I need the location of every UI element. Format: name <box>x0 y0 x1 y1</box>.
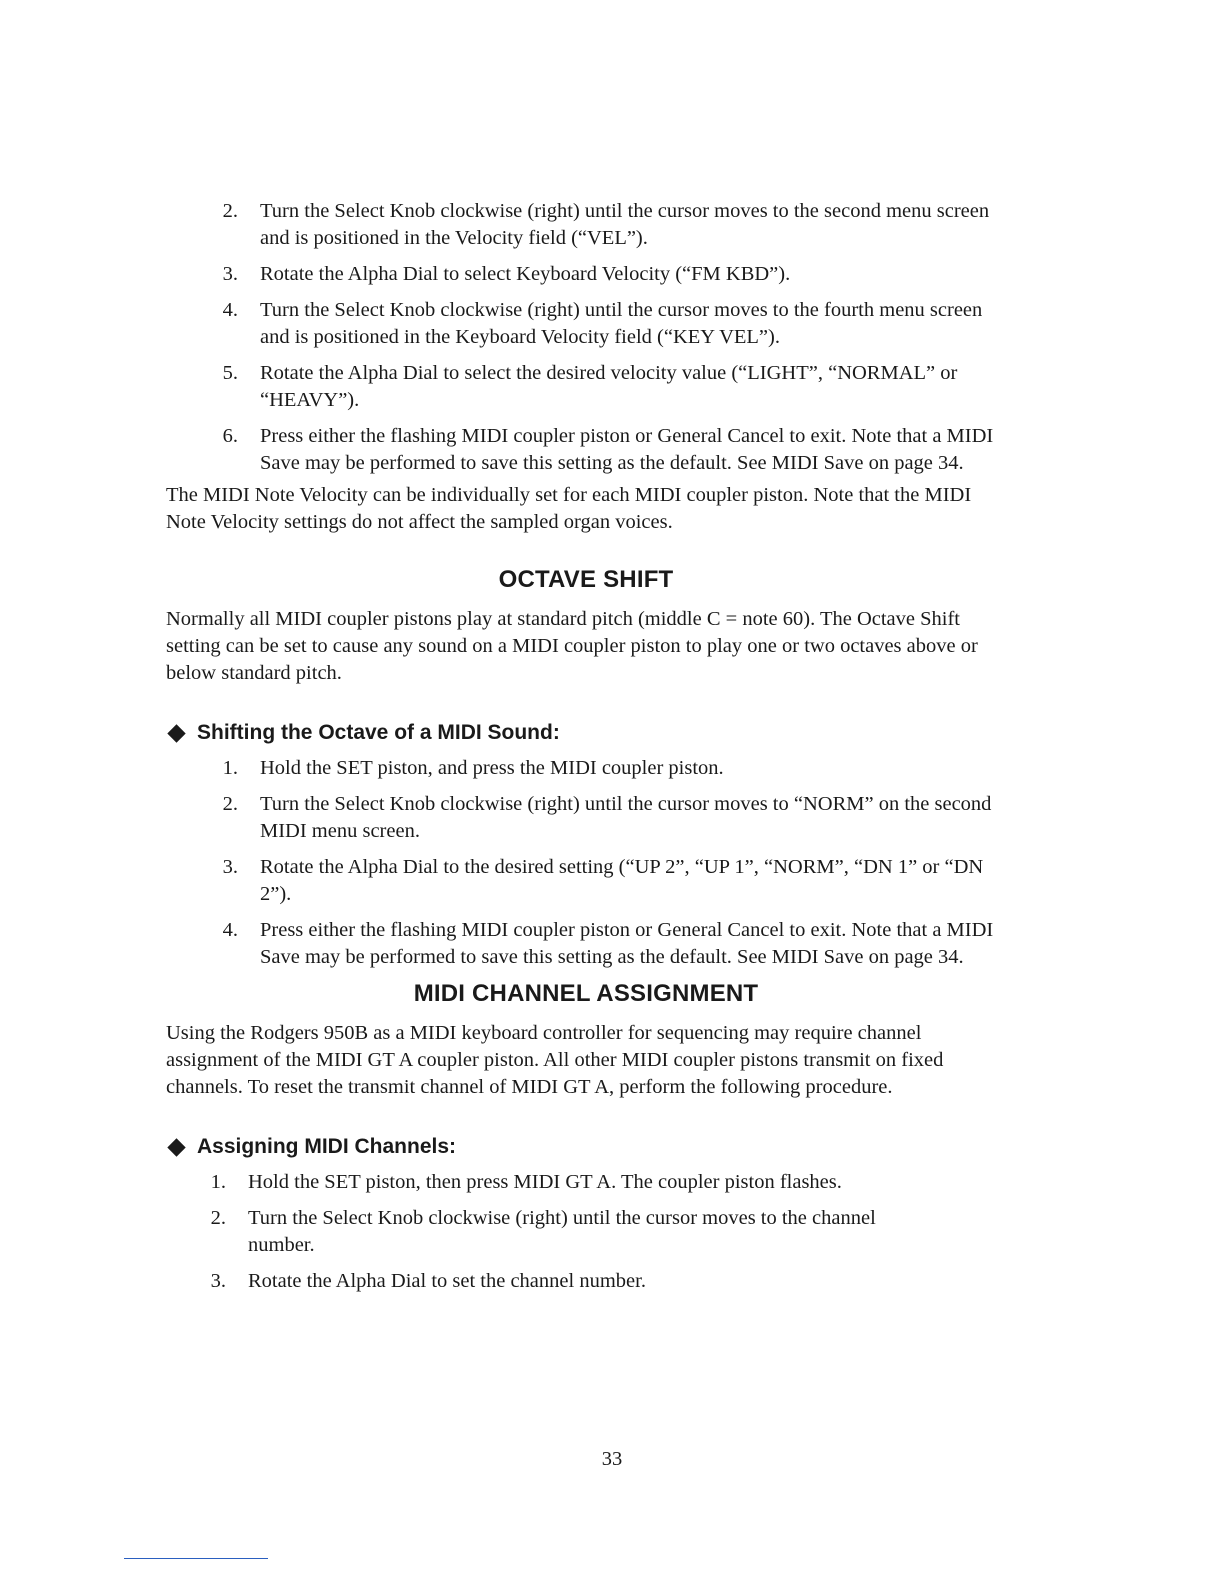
step-number: 5. <box>222 362 238 384</box>
channel-assignment-title: MIDI CHANNEL ASSIGNMENT <box>413 980 759 1007</box>
step-text: Hold the SET piston, and press the MIDI coupler piston. <box>260 757 724 779</box>
channel-procedure-heading <box>166 1135 1006 1159</box>
octave-steps-list <box>166 755 1006 971</box>
list-item <box>166 854 1006 908</box>
octave-shift-title: OCTAVE SHIFT <box>498 566 674 593</box>
list-item <box>166 1169 1006 1196</box>
step-number: 2. <box>210 1207 226 1229</box>
step-number: 1. <box>210 1171 226 1193</box>
list-item <box>166 423 1006 477</box>
list-item <box>166 198 1006 252</box>
octave-shift-intro: Normally all MIDI coupler pistons play at standard pitch (middle C = note 60). The Octave Shift setting can be set to cause any sound on a MIDI coupler piston to play one or two octaves above or below standard pitch. <box>166 608 978 684</box>
channel-procedure-title: Assigning MIDI Channels: <box>197 1135 457 1158</box>
step-text: Turn the Select Knob clockwise (right) until the cursor moves to the channel number. <box>248 1207 876 1256</box>
list-item <box>166 360 1006 414</box>
list-item <box>166 1268 1006 1295</box>
list-item <box>166 1205 1006 1259</box>
step-number: 2. <box>222 200 238 222</box>
step-text: Press either the flashing MIDI coupler piston or General Cancel to exit. Note that a MIDI Save may be performed to save this setting as the default. See MIDI Save on page 34. <box>260 425 994 474</box>
list-item <box>166 261 1006 288</box>
step-number: 3. <box>210 1270 226 1292</box>
octave-procedure-title: Shifting the Octave of a MIDI Sound: <box>197 721 560 744</box>
manual-page <box>166 198 1006 1304</box>
step-text: Turn the Select Knob clockwise (right) until the cursor moves to the second menu screen and is positioned in the Velocity field (“VEL”). <box>260 200 990 249</box>
step-text: Hold the SET piston, then press MIDI GT A. The coupler piston flashes. <box>248 1171 842 1193</box>
step-number: 6. <box>222 425 238 447</box>
octave-procedure-heading <box>166 721 1006 745</box>
step-text: Turn the Select Knob clockwise (right) until the cursor moves to the fourth menu screen and is positioned in the Keyboard Velocity field (“KEY VEL”). <box>260 299 983 348</box>
channel-assignment-intro: Using the Rodgers 950B as a MIDI keyboard controller for sequencing may require channel assignment of the MIDI GT A coupler piston. All other MIDI coupler pistons transmit on fixed channels. To reset the transmit channel of MIDI GT A, perform the following procedure. <box>166 1022 944 1098</box>
step-number: 3. <box>222 263 238 285</box>
step-text: Rotate the Alpha Dial to select the desired velocity value (“LIGHT”, “NORMAL” or “HEAVY”). <box>260 362 958 411</box>
step-text: Rotate the Alpha Dial to select Keyboard Velocity (“FM KBD”). <box>260 263 791 285</box>
step-text: Press either the flashing MIDI coupler piston or General Cancel to exit. Note that a MIDI Save may be performed to save this setting as the default. See MIDI Save on page 34. <box>260 919 994 968</box>
step-number: 2. <box>222 793 238 815</box>
step-number: 1. <box>222 757 238 779</box>
step-number: 3. <box>222 856 238 878</box>
list-item <box>166 755 1006 782</box>
diamond-bullet-icon <box>167 1138 185 1156</box>
page-number: 33 <box>601 1448 623 1470</box>
footnote-divider <box>124 1558 268 1559</box>
list-item <box>166 917 1006 971</box>
step-number: 4. <box>222 299 238 321</box>
diamond-bullet-icon <box>167 724 185 742</box>
velocity-note-paragraph: The MIDI Note Velocity can be individually set for each MIDI coupler piston. Note that the MIDI Note Velocity settings do not affect the sampled organ voices. <box>166 484 972 533</box>
step-text: Rotate the Alpha Dial to the desired setting (“UP 2”, “UP 1”, “NORM”, “DN 1” or “DN 2”). <box>260 856 984 905</box>
velocity-steps-list <box>166 198 1006 477</box>
step-text: Rotate the Alpha Dial to set the channel number. <box>248 1270 646 1292</box>
step-number: 4. <box>222 919 238 941</box>
channel-steps-list <box>166 1169 1006 1295</box>
list-item <box>166 791 1006 845</box>
step-text: Turn the Select Knob clockwise (right) until the cursor moves to “NORM” on the second MIDI menu screen. <box>260 793 992 842</box>
list-item <box>166 297 1006 351</box>
